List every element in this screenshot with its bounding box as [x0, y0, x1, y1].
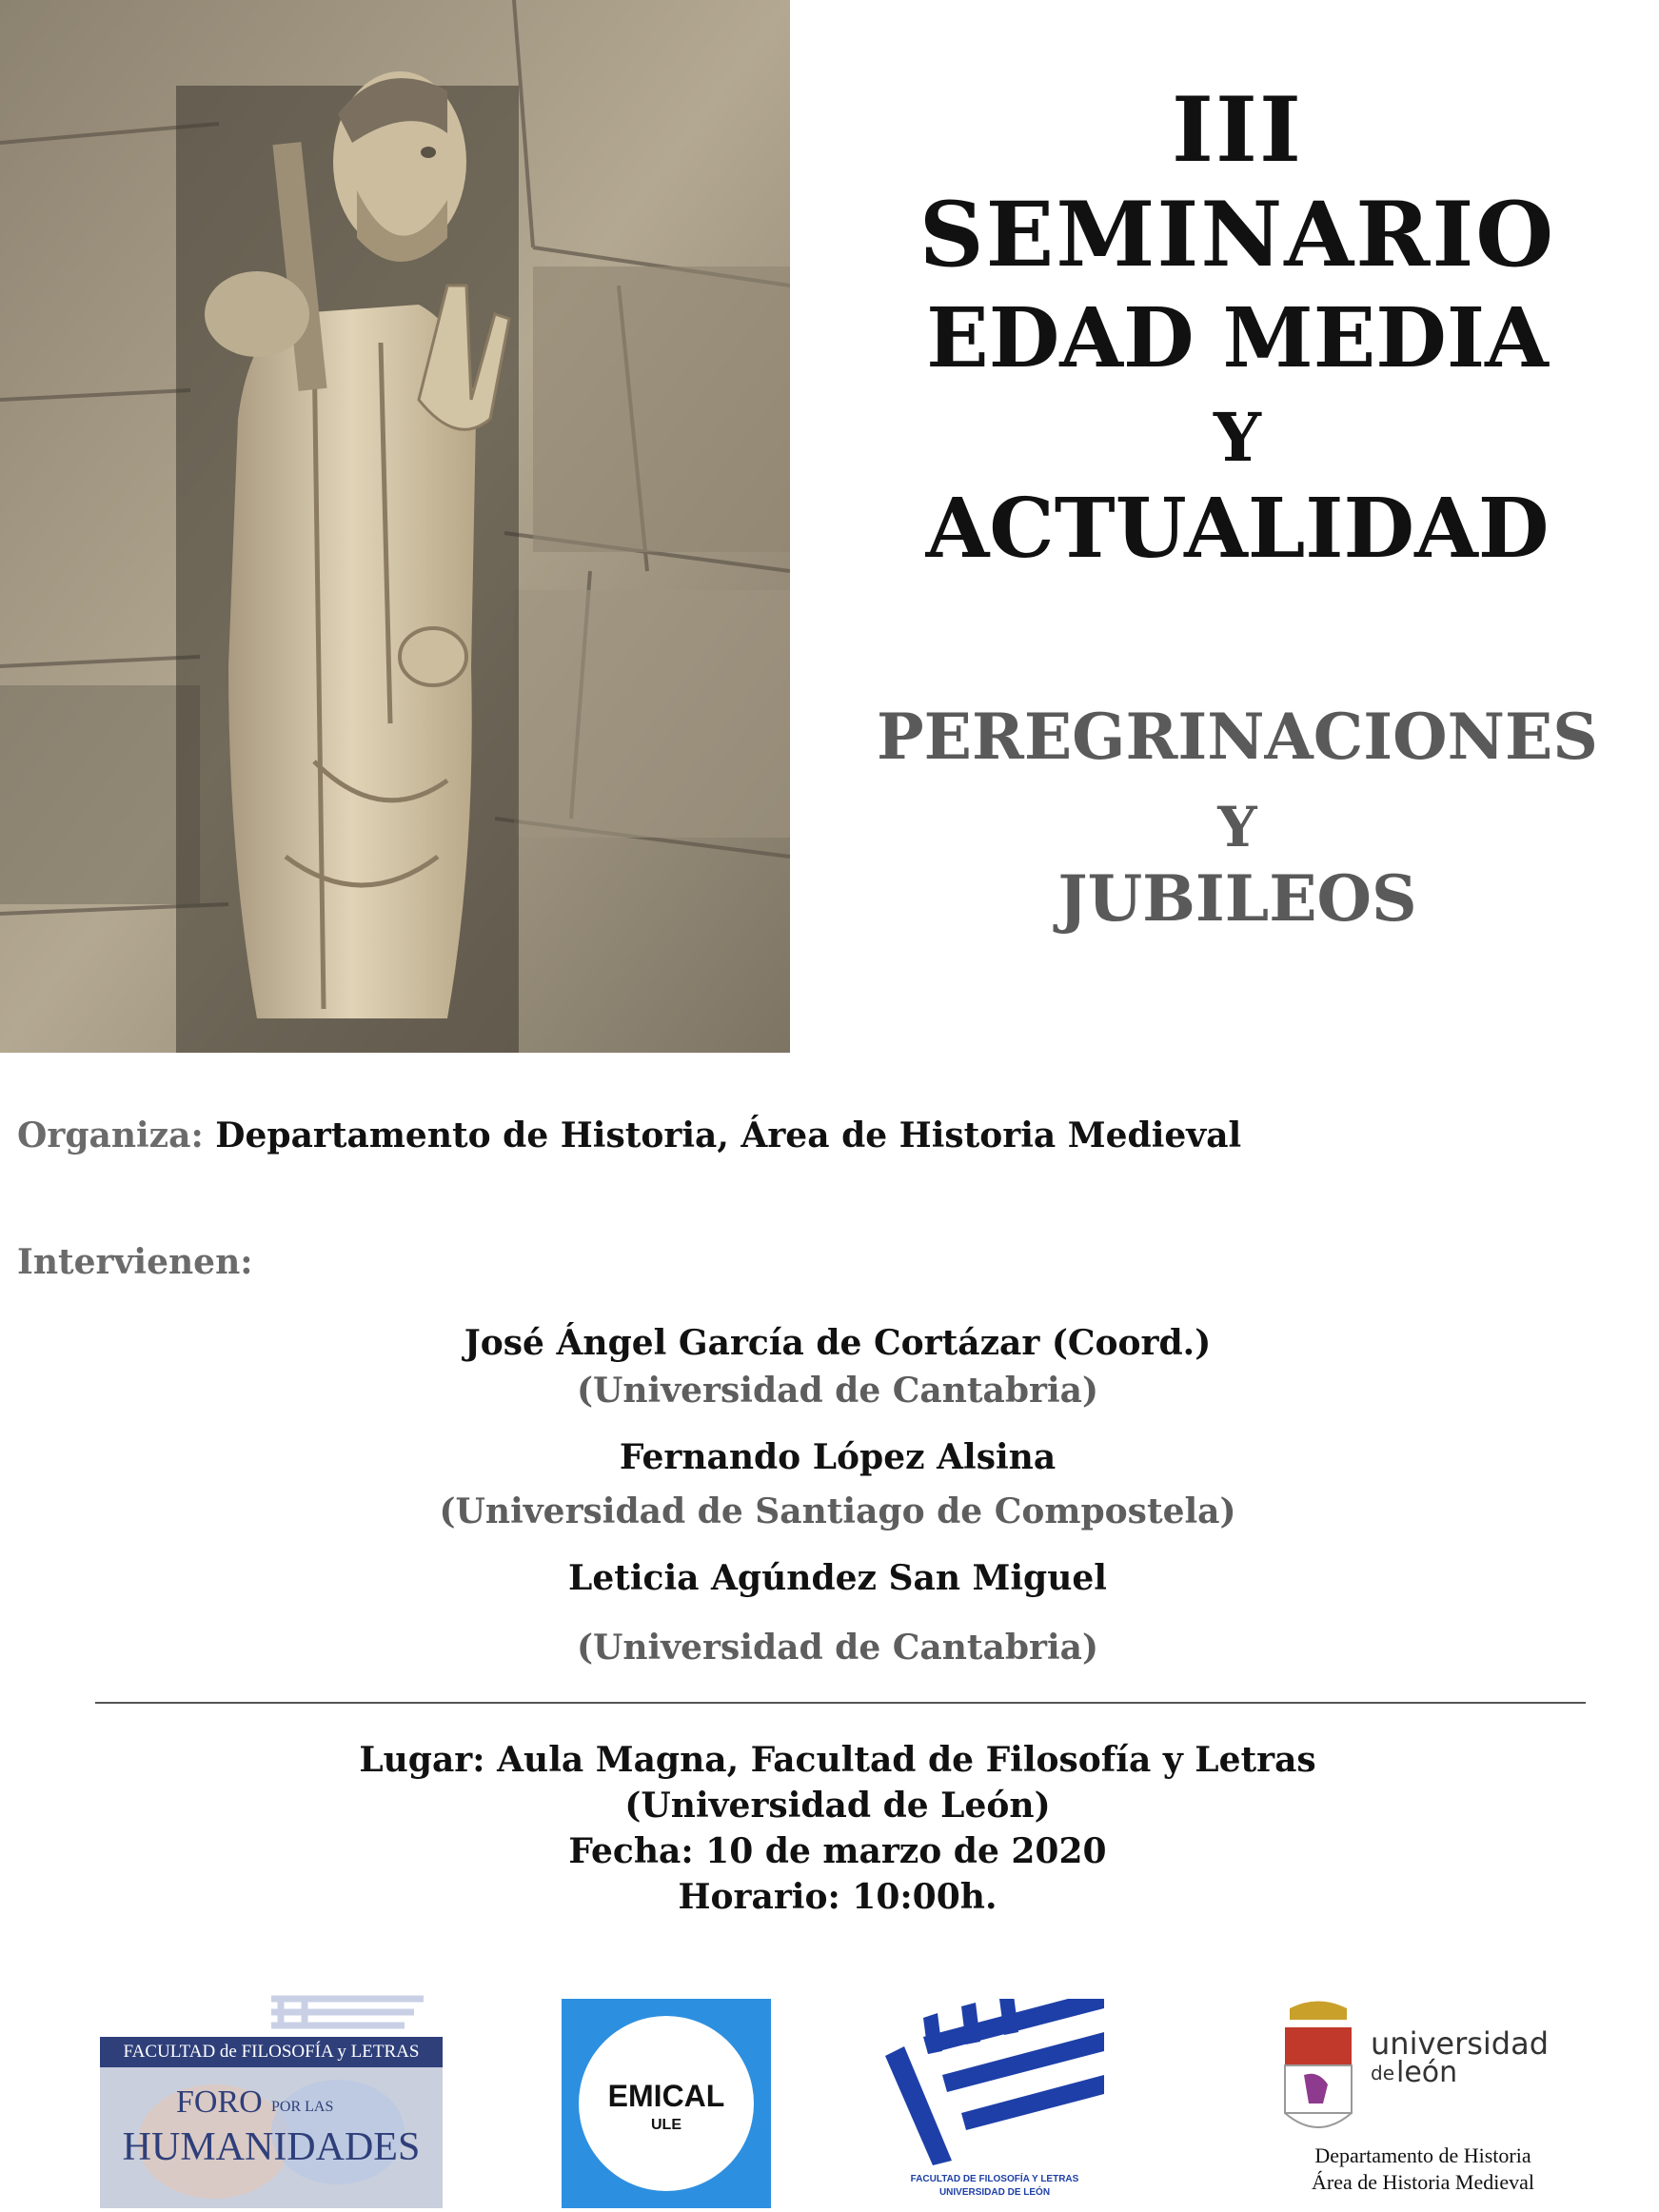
subtitle-conjunction: Y: [1217, 795, 1257, 859]
facultad-logo: [885, 1999, 1104, 2203]
emical-title: EMICAL: [607, 2079, 725, 2113]
venue-fecha: Fecha: 10 de marzo de 2020: [568, 1831, 1107, 1871]
ule-word-de: de: [1371, 2062, 1394, 2084]
ule-logo: [1271, 1999, 1575, 2203]
foro-logo-top-text: FACULTAD de FILOSOFÍA y LETRAS: [123, 2042, 420, 2062]
subtitle-peregrinaciones: PEREGRINACIONES: [877, 700, 1598, 774]
speaker-name: Fernando López Alsina: [619, 1437, 1057, 1477]
foro-logo-foro-text: FORO: [176, 2084, 263, 2120]
speaker-affiliation: (Universidad de Cantabria): [576, 1371, 1099, 1411]
foro-logo-humanidades-text: HUMANIDADES: [122, 2125, 421, 2169]
title-actualidad: ACTUALIDAD: [925, 481, 1550, 577]
ule-word-universidad: universidad: [1371, 2025, 1550, 2062]
ule-dept-line2: Área de Historia Medieval: [1312, 2170, 1534, 2194]
foro-humanidades-logo: [100, 1989, 443, 2208]
speaker-affiliation: (Universidad de Santiago de Compostela): [439, 1491, 1236, 1531]
statue-photo: [0, 0, 790, 1053]
organiza-line: [17, 1116, 1241, 1155]
speaker-name: Leticia Agúndez San Miguel: [568, 1558, 1107, 1598]
ule-word-leon: león: [1396, 2056, 1458, 2089]
foro-logo-por-text: POR LAS: [271, 2099, 334, 2115]
title-edad-media: EDAD MEDIA: [926, 290, 1549, 386]
organiza-label: Organiza:: [17, 1116, 204, 1155]
venue-horario: Horario: 10:00h.: [678, 1877, 997, 1917]
speaker-name: José Ángel García de Cortázar (Coord.): [464, 1323, 1212, 1363]
seminar-number-title: III SEMINARIO: [918, 78, 1556, 287]
facultad-logo-line2: UNIVERSIDAD DE LEÓN: [938, 2187, 1051, 2198]
intervienen-label: Intervienen:: [17, 1242, 253, 1282]
emical-logo: [562, 1999, 771, 2208]
statue-image: [0, 0, 790, 1053]
facultad-logo-line1: FACULTAD DE FILOSOFÍA Y LETRAS: [910, 2174, 1079, 2184]
emical-sub: ULE: [651, 2117, 681, 2133]
venue-lugar: Lugar: Aula Magna, Facultad de Filosofía y Letras: [359, 1740, 1316, 1780]
ule-dept-line1: Departamento de Historia: [1314, 2143, 1531, 2167]
ule-coat-of-arms-icon: [1271, 1999, 1366, 2142]
title-conjunction: Y: [1214, 398, 1261, 477]
speaker-affiliation: (Universidad de Cantabria): [576, 1628, 1099, 1668]
subtitle-jubileos: JUBILEOS: [1057, 861, 1417, 936]
venue-universidad: (Universidad de León): [624, 1786, 1051, 1826]
organiza-value: Departamento de Historia, Área de Historia Medieval: [215, 1116, 1242, 1155]
divider: [95, 1702, 1586, 1704]
